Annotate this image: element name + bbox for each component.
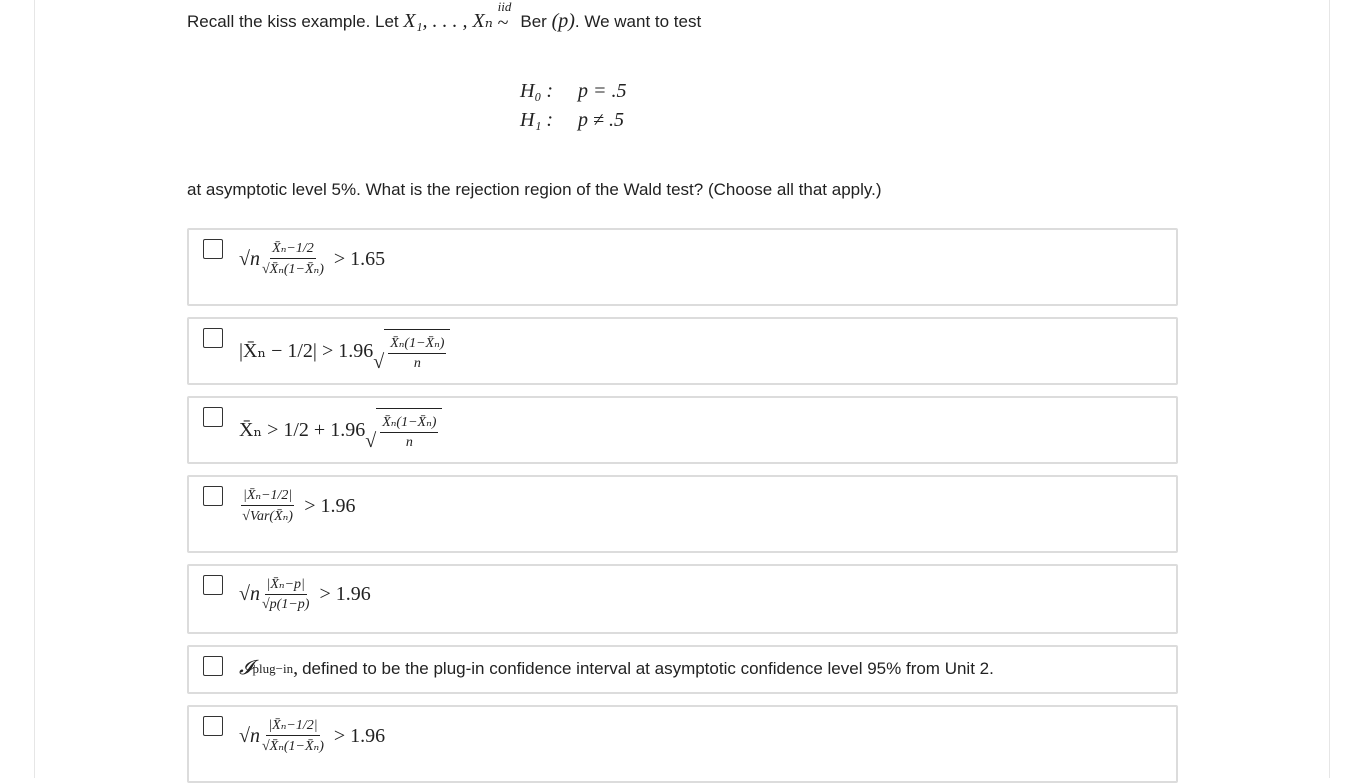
question-followup: at asymptotic level 5%. What is the rejection region of the Wald test? (Choose all that apply.) xyxy=(187,180,882,199)
choice-option-2[interactable] xyxy=(187,317,1178,385)
option-expression: √n $\frac{\text{|X̄ₙ−p|}}{√p(1-p)}$ > 1.96 xyxy=(239,577,371,612)
choice-option-3[interactable] xyxy=(187,396,1178,464)
checkbox[interactable] xyxy=(203,407,223,427)
checkbox[interactable] xyxy=(203,656,223,676)
choice-option-7[interactable] xyxy=(187,705,1178,783)
fraction: $\frac{\text{|X̄ₙ−p|}}{√p(1-p)}$ xyxy=(261,577,310,612)
hypothesis-null: H₀ : p = .5 xyxy=(520,80,627,102)
option-expression: √n $\frac{\text{|X̄ₙ−1/2|}}{\text{√X̄ₙ(1−X̄ₙ)}}$ > 1.96 xyxy=(239,718,386,754)
fraction: $\frac{\text{X̄ₙ(1−X̄ₙ)}}{n}$ xyxy=(382,415,437,450)
square-root: √ $\frac{\text{X̄ₙ(1−X̄ₙ)}}{n}$ xyxy=(365,408,442,451)
choice-option-1[interactable] xyxy=(187,228,1178,306)
choice-option-5[interactable] xyxy=(187,564,1178,634)
checkbox[interactable] xyxy=(203,716,223,736)
option-expression: 𝓘 plug−in , defined to be the plug-in confidence interval at asymptotic confidence level 95% from Unit 2. xyxy=(239,657,994,679)
fraction: $\frac{\text{X̄ₙ−1/2}}{\text{√X̄ₙ(1−X̄ₙ)}}$ xyxy=(261,241,324,277)
question-intro: Recall the kiss example. Let X₁, . . . , Xₙ iid ~ Ber (p). We want to test xyxy=(187,0,702,34)
option-expression: X̄ₙ > 1/2 + 1.96 √ $\frac{\text{X̄ₙ(1−X̄ₙ)}}{n}$ xyxy=(239,408,442,451)
checkbox[interactable] xyxy=(203,328,223,348)
checkbox[interactable] xyxy=(203,239,223,259)
fraction: $\frac{\text{|X̄ₙ−1/2|}}{\text{√Var(X̄ₙ)}}$ xyxy=(242,488,293,524)
option-expression: |X̄ₙ − 1/2| > 1.96 √ $\frac{\text{X̄ₙ(1−X̄ₙ)}}{n}$ xyxy=(239,329,450,372)
choice-option-6[interactable] xyxy=(187,645,1178,694)
fraction: $\frac{\text{|X̄ₙ−1/2|}}{\text{√X̄ₙ(1−X̄ₙ)}}$ xyxy=(261,718,324,754)
fraction: $\frac{\text{X̄ₙ(1−X̄ₙ)}}{n}$ xyxy=(390,336,445,371)
iid-symbol: iid ~ xyxy=(497,0,512,34)
square-root: √ $\frac{\text{X̄ₙ(1−X̄ₙ)}}{n}$ xyxy=(373,329,450,372)
checkbox[interactable] xyxy=(203,486,223,506)
hypothesis-alternative: H₁ : p ≠ .5 xyxy=(520,109,624,131)
checkbox[interactable] xyxy=(203,575,223,595)
option-expression: $\frac{\text{|X̄ₙ−1/2|}}{\text{√Var(X̄ₙ)}}$ > 1.96 xyxy=(242,488,356,524)
choice-option-4[interactable] xyxy=(187,475,1178,553)
option-expression: √n $\frac{\text{X̄ₙ−1/2}}{\text{√X̄ₙ(1−X̄ₙ)}}$ > 1.65 xyxy=(239,241,386,277)
math-variables: X₁, . . . , Xₙ xyxy=(403,10,493,32)
